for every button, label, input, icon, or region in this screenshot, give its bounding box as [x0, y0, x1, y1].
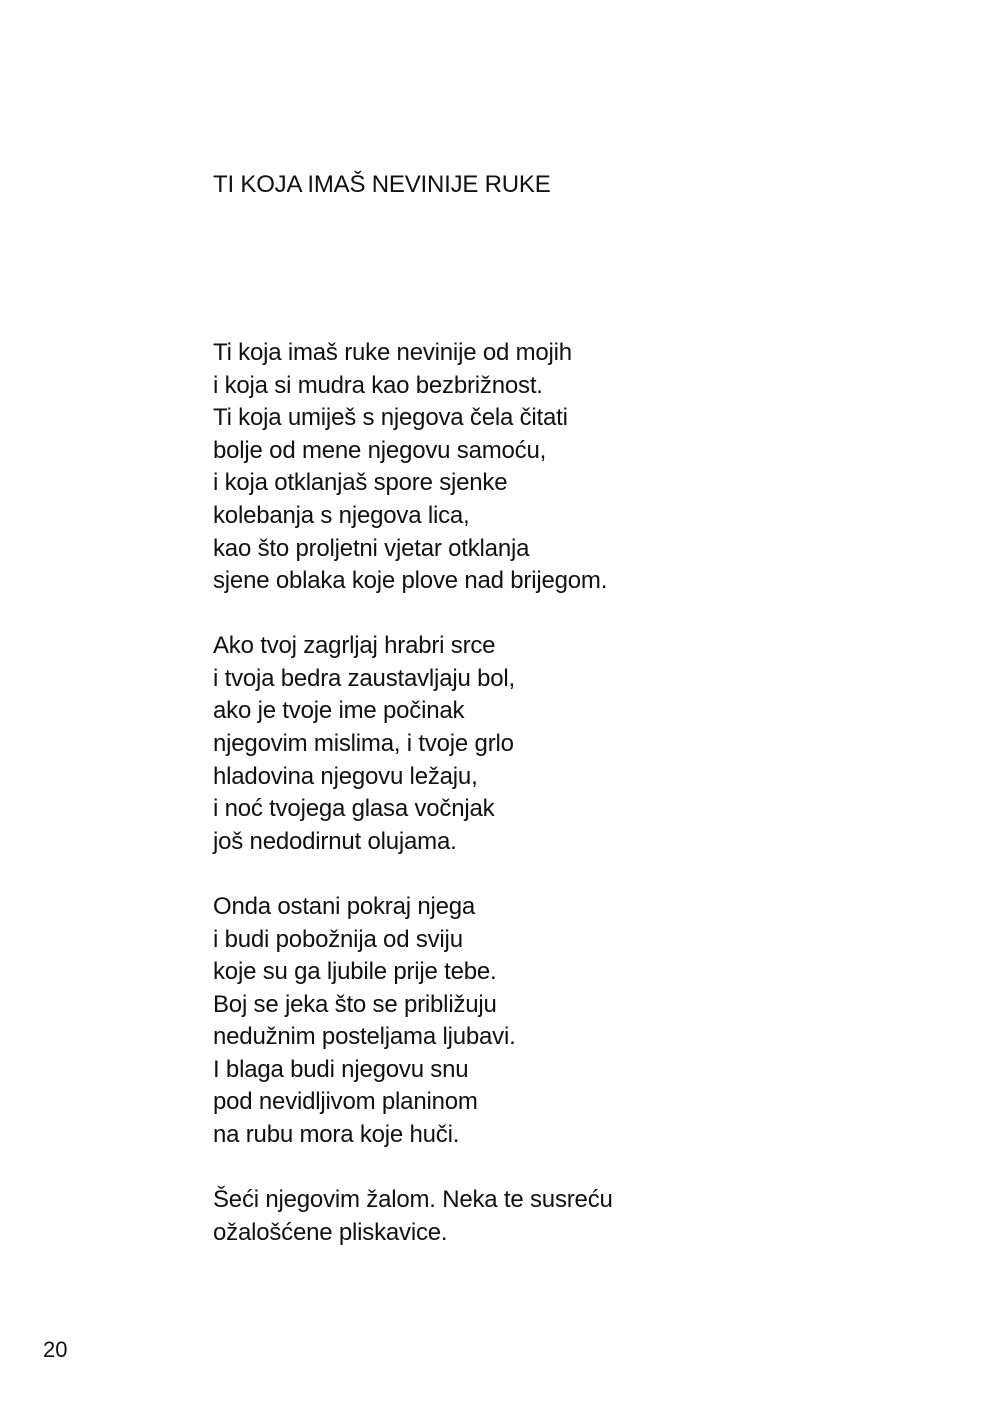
- poem-line: pod nevidljivom planinom: [213, 1088, 478, 1116]
- poem-line: i noć tvojega glasa vočnjak: [213, 795, 495, 823]
- poem-line: kao što proljetni vjetar otklanja: [213, 534, 530, 562]
- poem-line: i tvoja bedra zaustavljaju bol,: [213, 664, 515, 692]
- poem-line: nedužnim posteljama ljubavi.: [213, 1023, 516, 1051]
- poem-line: sjene oblaka koje plove nad brijegom.: [213, 567, 608, 595]
- poem-line: bolje od mene njegovu samoću,: [213, 436, 547, 464]
- poem-line: i koja si mudra kao bezbrižnost.: [213, 371, 543, 399]
- poem-line: i budi pobožnija od sviju: [213, 925, 463, 953]
- poem-line: I blaga budi njegovu snu: [213, 1055, 469, 1083]
- poem-line: na rubu mora koje huči.: [213, 1121, 460, 1149]
- poem-line: i koja otklanjaš spore sjenke: [213, 469, 508, 497]
- poem-line: Šeći njegovim žalom. Neka te susreću: [213, 1186, 613, 1214]
- poem-line: ožalošćene pliskavice.: [213, 1218, 448, 1246]
- poem-line: hladovina njegovu ležaju,: [213, 762, 478, 790]
- poem-line: Onda ostani pokraj njega: [213, 892, 476, 920]
- poem-line: koje su ga ljubile prije tebe.: [213, 958, 497, 986]
- poem-line: Ako tvoj zagrljaj hrabri srce: [213, 632, 496, 660]
- poem-title: TI KOJA IMAŠ NEVINIJE RUKE: [213, 171, 551, 198]
- poem-line: još nedodirnut olujama.: [213, 827, 457, 855]
- page-number: 20: [43, 1337, 68, 1362]
- stanza-1: [213, 337, 913, 598]
- poem-line: Boj se jeka što se približuju: [213, 990, 497, 1018]
- stanza-2: [213, 630, 913, 858]
- poem-body: [213, 337, 913, 1282]
- poem-line: Ti koja umiješ s njegova čela čitati: [213, 404, 568, 432]
- poem-line: Ti koja imaš ruke nevinije od mojih: [213, 339, 572, 366]
- poem-line: kolebanja s njegova lica,: [213, 501, 470, 529]
- poem-line: ako je tvoje ime počinak: [213, 697, 465, 725]
- stanza-3: [213, 891, 913, 1152]
- stanza-4: [213, 1184, 913, 1249]
- poem-line: njegovim mislima, i tvoje grlo: [213, 730, 514, 758]
